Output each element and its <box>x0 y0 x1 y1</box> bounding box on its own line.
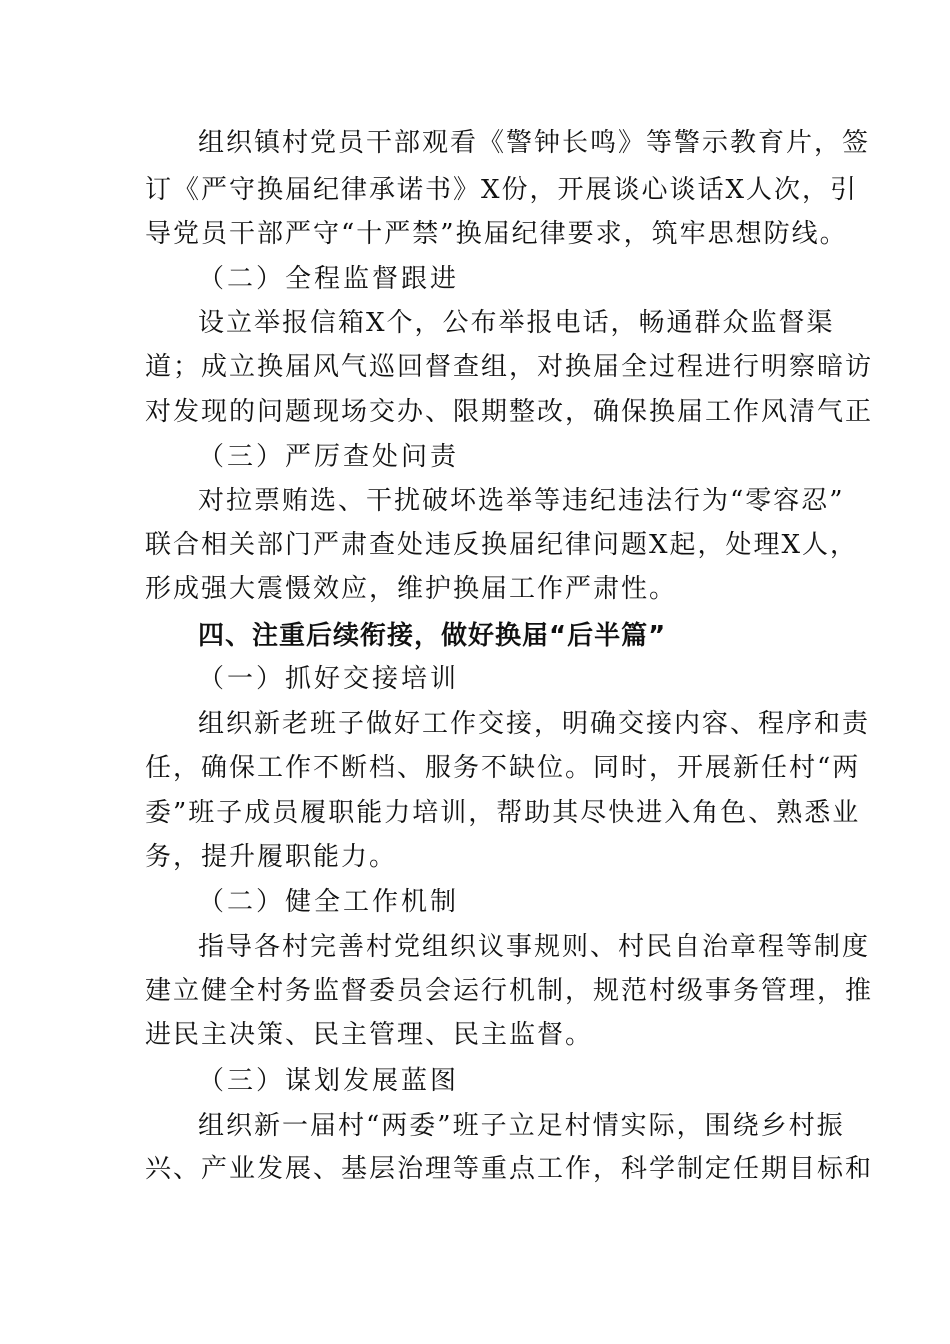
paragraph-line: 任，确保工作不断档、服务不缺位。同时，开展新任村“两 <box>145 753 861 783</box>
paragraph-line: 对发现的问题现场交办、限期整改，确保换届工作风清气正 <box>145 397 874 427</box>
paragraph-line: 导党员干部严守“十严禁”换届纪律要求，筑牢思想防线。 <box>145 219 848 249</box>
paragraph-line: 建立健全村务监督委员会运行机制，规范村级事务管理，推 <box>145 976 874 1006</box>
paragraph-line: 组织新老班子做好工作交接，明确交接内容、程序和责 <box>198 709 871 739</box>
paragraph-line: 进民主决策、民主管理、民主监督。 <box>145 1020 594 1050</box>
paragraph-line: 委”班子成员履职能力培训，帮助其尽快进入角色、熟悉业 <box>145 798 861 828</box>
paragraph-line: 组织新一届村“两委”班子立足村情实际，围绕乡村振 <box>198 1111 845 1141</box>
subheading: （三）严厉查处问责 <box>198 442 460 472</box>
paragraph-line: 设立举报信箱X个，公布举报电话，畅通群众监督渠 <box>198 308 835 338</box>
paragraph-line: 务，提升履职能力。 <box>145 842 398 872</box>
subheading: （一）抓好交接培训 <box>198 664 460 694</box>
paragraph-line: 联合相关部门严肃查处违反换届纪律问题X起，处理X人， <box>145 530 859 560</box>
paragraph-line: 道；成立换届风气巡回督查组，对换届全过程进行明察暗访 <box>145 352 874 382</box>
paragraph-line: 组织镇村党员干部观看《警钟长鸣》等警示教育片，签 <box>198 128 871 158</box>
paragraph-line: 对拉票贿选、干扰破坏选举等违纪违法行为“零容忍” <box>198 486 845 516</box>
subheading: （三）谋划发展蓝图 <box>198 1066 460 1096</box>
subheading: （二）健全工作机制 <box>198 887 460 917</box>
paragraph-line: 指导各村完善村党组织议事规则、村民自治章程等制度 <box>198 932 871 962</box>
paragraph-line: 形成强大震慑效应，维护换届工作严肃性。 <box>145 574 678 604</box>
subheading: （二）全程监督跟进 <box>198 264 460 294</box>
section-heading: 四、注重后续衔接，做好换届“后半篇” <box>198 621 667 651</box>
paragraph-line: 兴、产业发展、基层治理等重点工作，科学制定任期目标和 <box>145 1154 874 1184</box>
paragraph-line: 订《严守换届纪律承诺书》X份，开展谈心谈话X人次，引 <box>145 175 859 205</box>
